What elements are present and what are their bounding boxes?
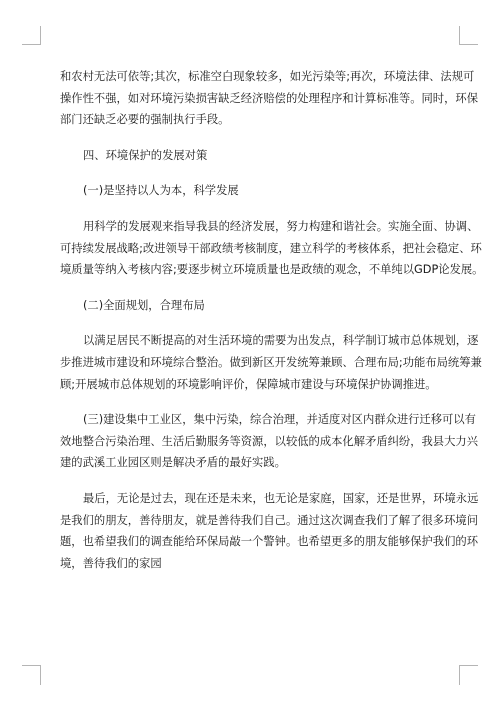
section-heading: 四、环境保护的发展对策	[83, 148, 208, 162]
crop-mark-top-left	[40, 26, 41, 45]
text-line: 和农村无法可依等;其次，标准空白现象较多，如光污染等;再次，环境法律、法规可	[60, 70, 475, 83]
crop-mark-bottom-right	[459, 665, 460, 685]
text-line: 最后，无论是过去，现在还是未来，也无论是家庭，国家，还是世界，环境永远	[83, 491, 479, 505]
paragraph	[60, 330, 482, 395]
text-line: 以满足居民不断提高的对生活环境的需要为出发点，科学制订城市总体规划，逐	[83, 334, 479, 348]
text-line: 是我们的朋友，善待朋友，就是善待我们自己。通过这次调查我们了解了很多环境问	[60, 513, 478, 527]
subsection-heading: (二)全面规划，合理布局	[83, 298, 205, 312]
text-line: 效地整合污染治理、生活后勤服务等资源，以较低的成本化解矛盾纠纷，我县大力兴	[60, 434, 478, 448]
crop-mark-bottom-left	[40, 665, 41, 685]
crop-mark-top-right	[459, 44, 478, 45]
crop-mark-top-left	[22, 44, 41, 45]
text-line: 顾;开展城市总体规划的环境影响评价，保障城市建设与环境保护协调推进。	[60, 377, 437, 391]
text-line: (三)建设集中工业区，集中污染，综合治理，并适度对区内群众进行迁移可以有	[83, 413, 476, 427]
text-line: 步推进城市建设和环境综合整治。做到新区开发统筹兼顾、合理布局;功能布局统筹兼	[60, 355, 482, 369]
paragraph	[60, 216, 484, 281]
crop-mark-top-right	[459, 26, 460, 45]
text-line: 用科学的发展观来指导我县的经济发展，努力构建和谐社会。实施全面、协调、	[83, 219, 479, 233]
text-line: 操作性不强，如对环境污染损害缺乏经济赔偿的处理程序和计算标准等。同时，环保	[60, 91, 478, 105]
text-line: 建的武溪工业园区则是解决矛盾的最好实践。	[60, 456, 286, 470]
crop-mark-bottom-right	[459, 665, 478, 666]
text-line: 可持续发展战略;改进领导干部政绩考核制度，建立科学的考核体系，把社会稳定、环	[60, 241, 482, 255]
text-line: 境质量等纳入考核内容;要逐步树立环境质量也是政绩的观念，不单纯以GDP论发展。	[60, 263, 484, 277]
crop-mark-bottom-left	[22, 665, 41, 666]
paragraph-continuation	[60, 66, 478, 131]
subsection-heading: (一)是坚持以人为本，科学发展	[83, 184, 239, 198]
document-body	[60, 66, 484, 574]
paragraph	[60, 409, 478, 474]
text-line: 境，善待我们的家园	[60, 556, 162, 570]
text-line: 部门还缺乏必要的强制执行手段。	[60, 113, 230, 127]
text-line: 题，也希望我们的调查能给环保局敲一个警钟。也希望更多的朋友能够保护我们的环	[60, 535, 478, 549]
paragraph	[60, 488, 479, 574]
